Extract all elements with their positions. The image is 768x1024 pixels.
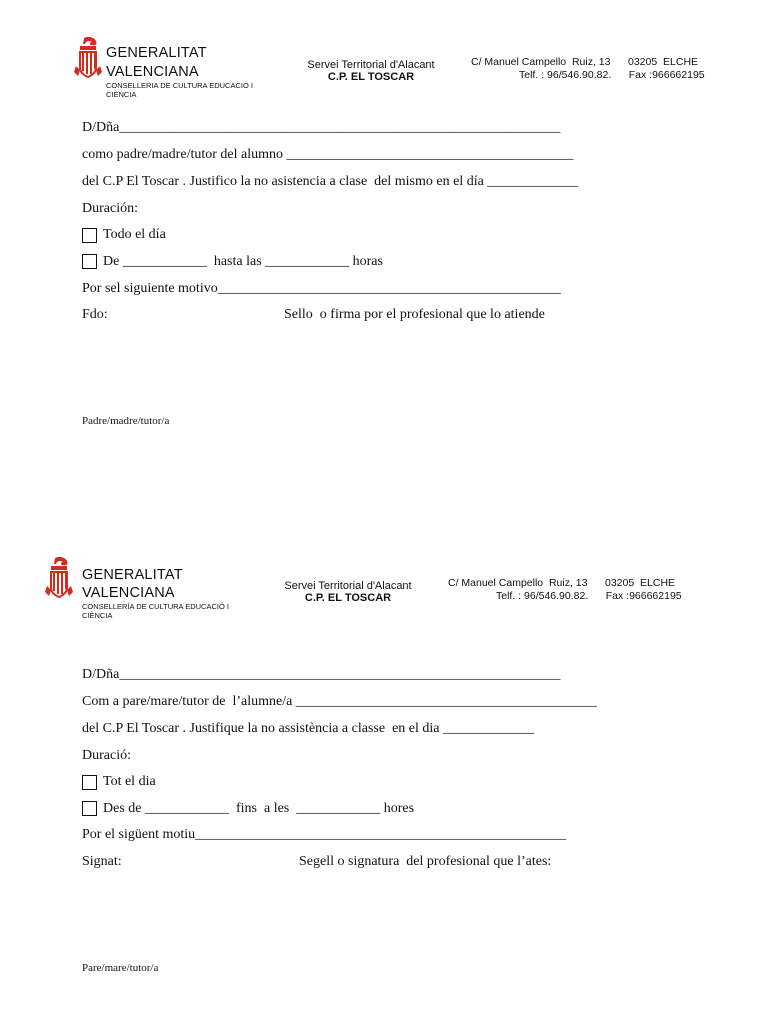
time-range-checkbox[interactable] [82,801,97,816]
signature-label: Signat: [82,854,122,869]
logo-subtitle-2: CIÈNCIA [82,611,113,620]
generalitat-logo-icon [74,36,102,80]
stamp-label: Sello o firma por el profesional que lo atiende [284,307,545,322]
name-field[interactable]: D/Dña_______________________________________________________________ [82,667,561,682]
all-day-label: Tot el dia [103,774,156,789]
justify-date-field[interactable]: del C.P El Toscar . Justifique la no assistència a classe en el dia _____________ [82,721,534,736]
parent-field[interactable]: Com a pare/mare/tutor de l’alumne/a ___________________________________________ [82,694,597,709]
logo-line-1: GENERALITAT [106,45,207,61]
phone-fax-line: Telf. : 96/546.90.82. Fax :966662195 [496,590,682,602]
time-range-field[interactable]: De ____________ hasta las ____________ horas [103,254,383,269]
school-name: C.P. EL TOSCAR [327,71,415,83]
address-line-1: C/ Manuel Campello Ruiz, 13 03205 ELCHE [448,577,676,589]
logo-subtitle-1: CONSELLERIA DE CULTURA EDUCACIÓ I [106,81,253,90]
justify-date-field[interactable]: del C.P El Toscar . Justifico la no asistencia a clase del mismo en el día _____________ [82,174,579,189]
address-line-1: C/ Manuel Campello Ruiz, 13 03205 ELCHE [471,56,699,68]
school-name: C.P. EL TOSCAR [304,592,392,604]
logo-subtitle-1: CONSELLERÍA DE CULTURA EDUCACIÓ I [82,602,229,611]
reason-field[interactable]: Por sel siguiente motivo_________________________________________________ [82,281,561,296]
logo-line-2: VALENCIANA [106,64,199,80]
logo-line-2: VALENCIANA [82,585,175,601]
stamp-label: Segell o signatura del profesional que l’ates: [299,854,552,869]
generalitat-logo-icon [45,556,73,600]
duration-label: Duració: [82,748,131,763]
all-day-label: Todo el día [103,227,166,242]
parent-field[interactable]: como padre/madre/tutor del alumno _________________________________________ [82,147,574,162]
signature-label: Fdo: [82,307,108,322]
signer-label: Pare/mare/tutor/a [82,962,159,974]
name-field[interactable]: D/Dña_______________________________________________________________ [82,120,561,135]
signer-label: Padre/madre/tutor/a [82,415,170,427]
duration-label: Duración: [82,201,138,216]
time-range-field[interactable]: Des de ____________ fins a les ____________ hores [103,801,415,816]
service-name: Servei Territorial d'Alacant [284,580,412,592]
service-header [263,580,433,604]
time-range-checkbox[interactable] [82,254,97,269]
all-day-checkbox[interactable] [82,775,97,790]
service-header [286,59,456,83]
logo-line-1: GENERALITAT [82,567,183,583]
service-name: Servei Territorial d'Alacant [307,59,435,71]
logo-subtitle-2: CIÈNCIA [106,90,137,99]
phone-fax-line: Telf. : 96/546.90.82. Fax :966662195 [519,69,705,81]
reason-field[interactable]: Por el sigüent motiu_____________________________________________________ [82,827,567,842]
all-day-checkbox[interactable] [82,228,97,243]
